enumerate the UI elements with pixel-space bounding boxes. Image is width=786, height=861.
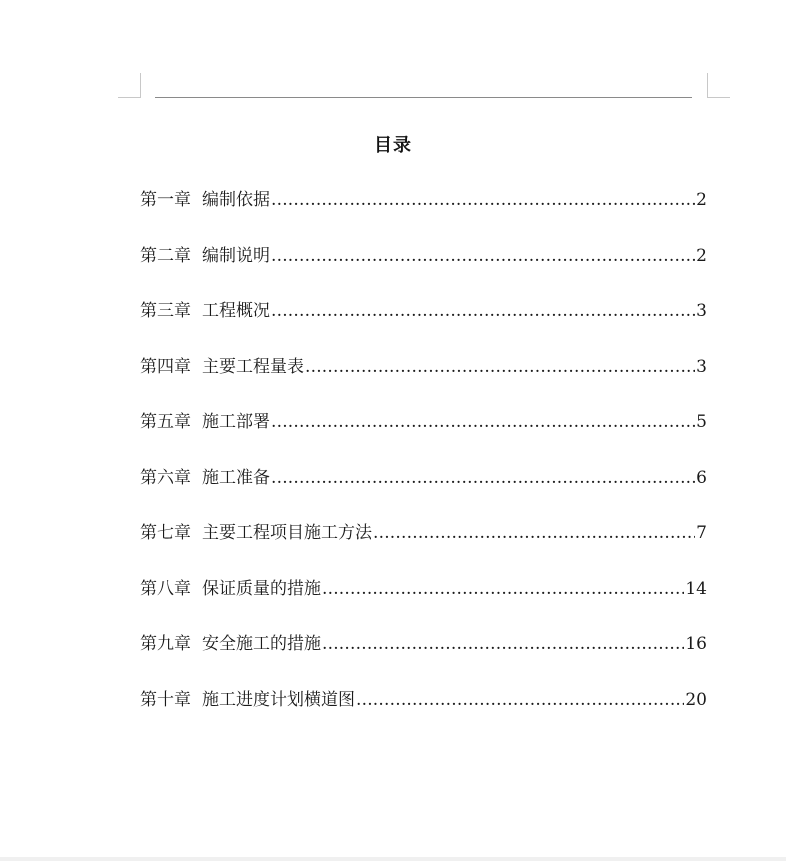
toc-entry-1[interactable]: [140, 186, 707, 242]
toc-title: 目录: [374, 135, 412, 156]
toc-chapter-number: 第六章: [140, 467, 191, 488]
toc-dot-leader: [373, 519, 695, 547]
page-corner-mark-top-left: [118, 73, 141, 98]
toc-chapter-title: 编制说明: [202, 245, 270, 266]
toc-chapter-title: 主要工程项目施工方法: [202, 523, 372, 543]
toc-dot-leader: [271, 186, 695, 214]
toc-chapter-title: 安全施工的措施: [202, 634, 321, 654]
toc-page-number: 14: [685, 578, 707, 599]
toc-page-number: 2: [696, 245, 707, 266]
toc-page-number: 3: [696, 301, 707, 321]
toc-page-number: 6: [696, 467, 707, 488]
table-of-contents: [140, 186, 707, 741]
toc-chapter-number: 第九章: [140, 634, 191, 654]
toc-dot-leader: [271, 297, 695, 325]
toc-chapter-number: 第十章: [140, 689, 191, 710]
toc-chapter-number: 第八章: [140, 578, 191, 599]
toc-page-number: 20: [685, 689, 707, 710]
toc-chapter-number: 第四章: [140, 356, 191, 377]
toc-chapter-number: 第五章: [140, 412, 191, 432]
toc-page-number: 5: [696, 412, 707, 432]
toc-dot-leader: [271, 464, 695, 492]
toc-chapter-number: 第一章: [140, 190, 191, 210]
toc-chapter-title: 主要工程量表: [202, 356, 304, 377]
page-corner-mark-top-right: [707, 73, 730, 98]
toc-entry-5[interactable]: [140, 408, 707, 464]
header-rule: [155, 97, 692, 98]
toc-entry-9[interactable]: [140, 630, 707, 686]
toc-entry-8[interactable]: [140, 575, 707, 631]
toc-chapter-number: 第七章: [140, 523, 191, 543]
toc-chapter-title: 工程概况: [202, 301, 270, 321]
toc-dot-leader: [322, 630, 684, 658]
toc-dot-leader: [305, 353, 695, 381]
toc-dot-leader: [356, 686, 684, 714]
toc-page-number: 2: [696, 190, 707, 210]
toc-chapter-title: 施工部署: [202, 412, 270, 432]
toc-chapter-title: 编制依据: [202, 190, 270, 210]
toc-chapter-title: 保证质量的措施: [202, 578, 321, 599]
toc-chapter-number: 第三章: [140, 301, 191, 321]
toc-entry-3[interactable]: [140, 297, 707, 353]
toc-dot-leader: [322, 575, 684, 603]
toc-chapter-title: 施工准备: [202, 467, 270, 488]
toc-page-number: 7: [696, 523, 707, 543]
toc-entry-10[interactable]: [140, 686, 707, 742]
toc-chapter-title: 施工进度计划横道图: [202, 689, 355, 710]
toc-entry-4[interactable]: [140, 353, 707, 409]
page-bottom-edge: [0, 857, 786, 861]
toc-chapter-number: 第二章: [140, 245, 191, 266]
toc-dot-leader: [271, 242, 695, 270]
toc-entry-6[interactable]: [140, 464, 707, 520]
toc-page-number: 16: [685, 634, 707, 654]
toc-entry-2[interactable]: [140, 242, 707, 298]
toc-page-number: 3: [696, 356, 707, 377]
toc-dot-leader: [271, 408, 695, 436]
toc-entry-7[interactable]: [140, 519, 707, 575]
